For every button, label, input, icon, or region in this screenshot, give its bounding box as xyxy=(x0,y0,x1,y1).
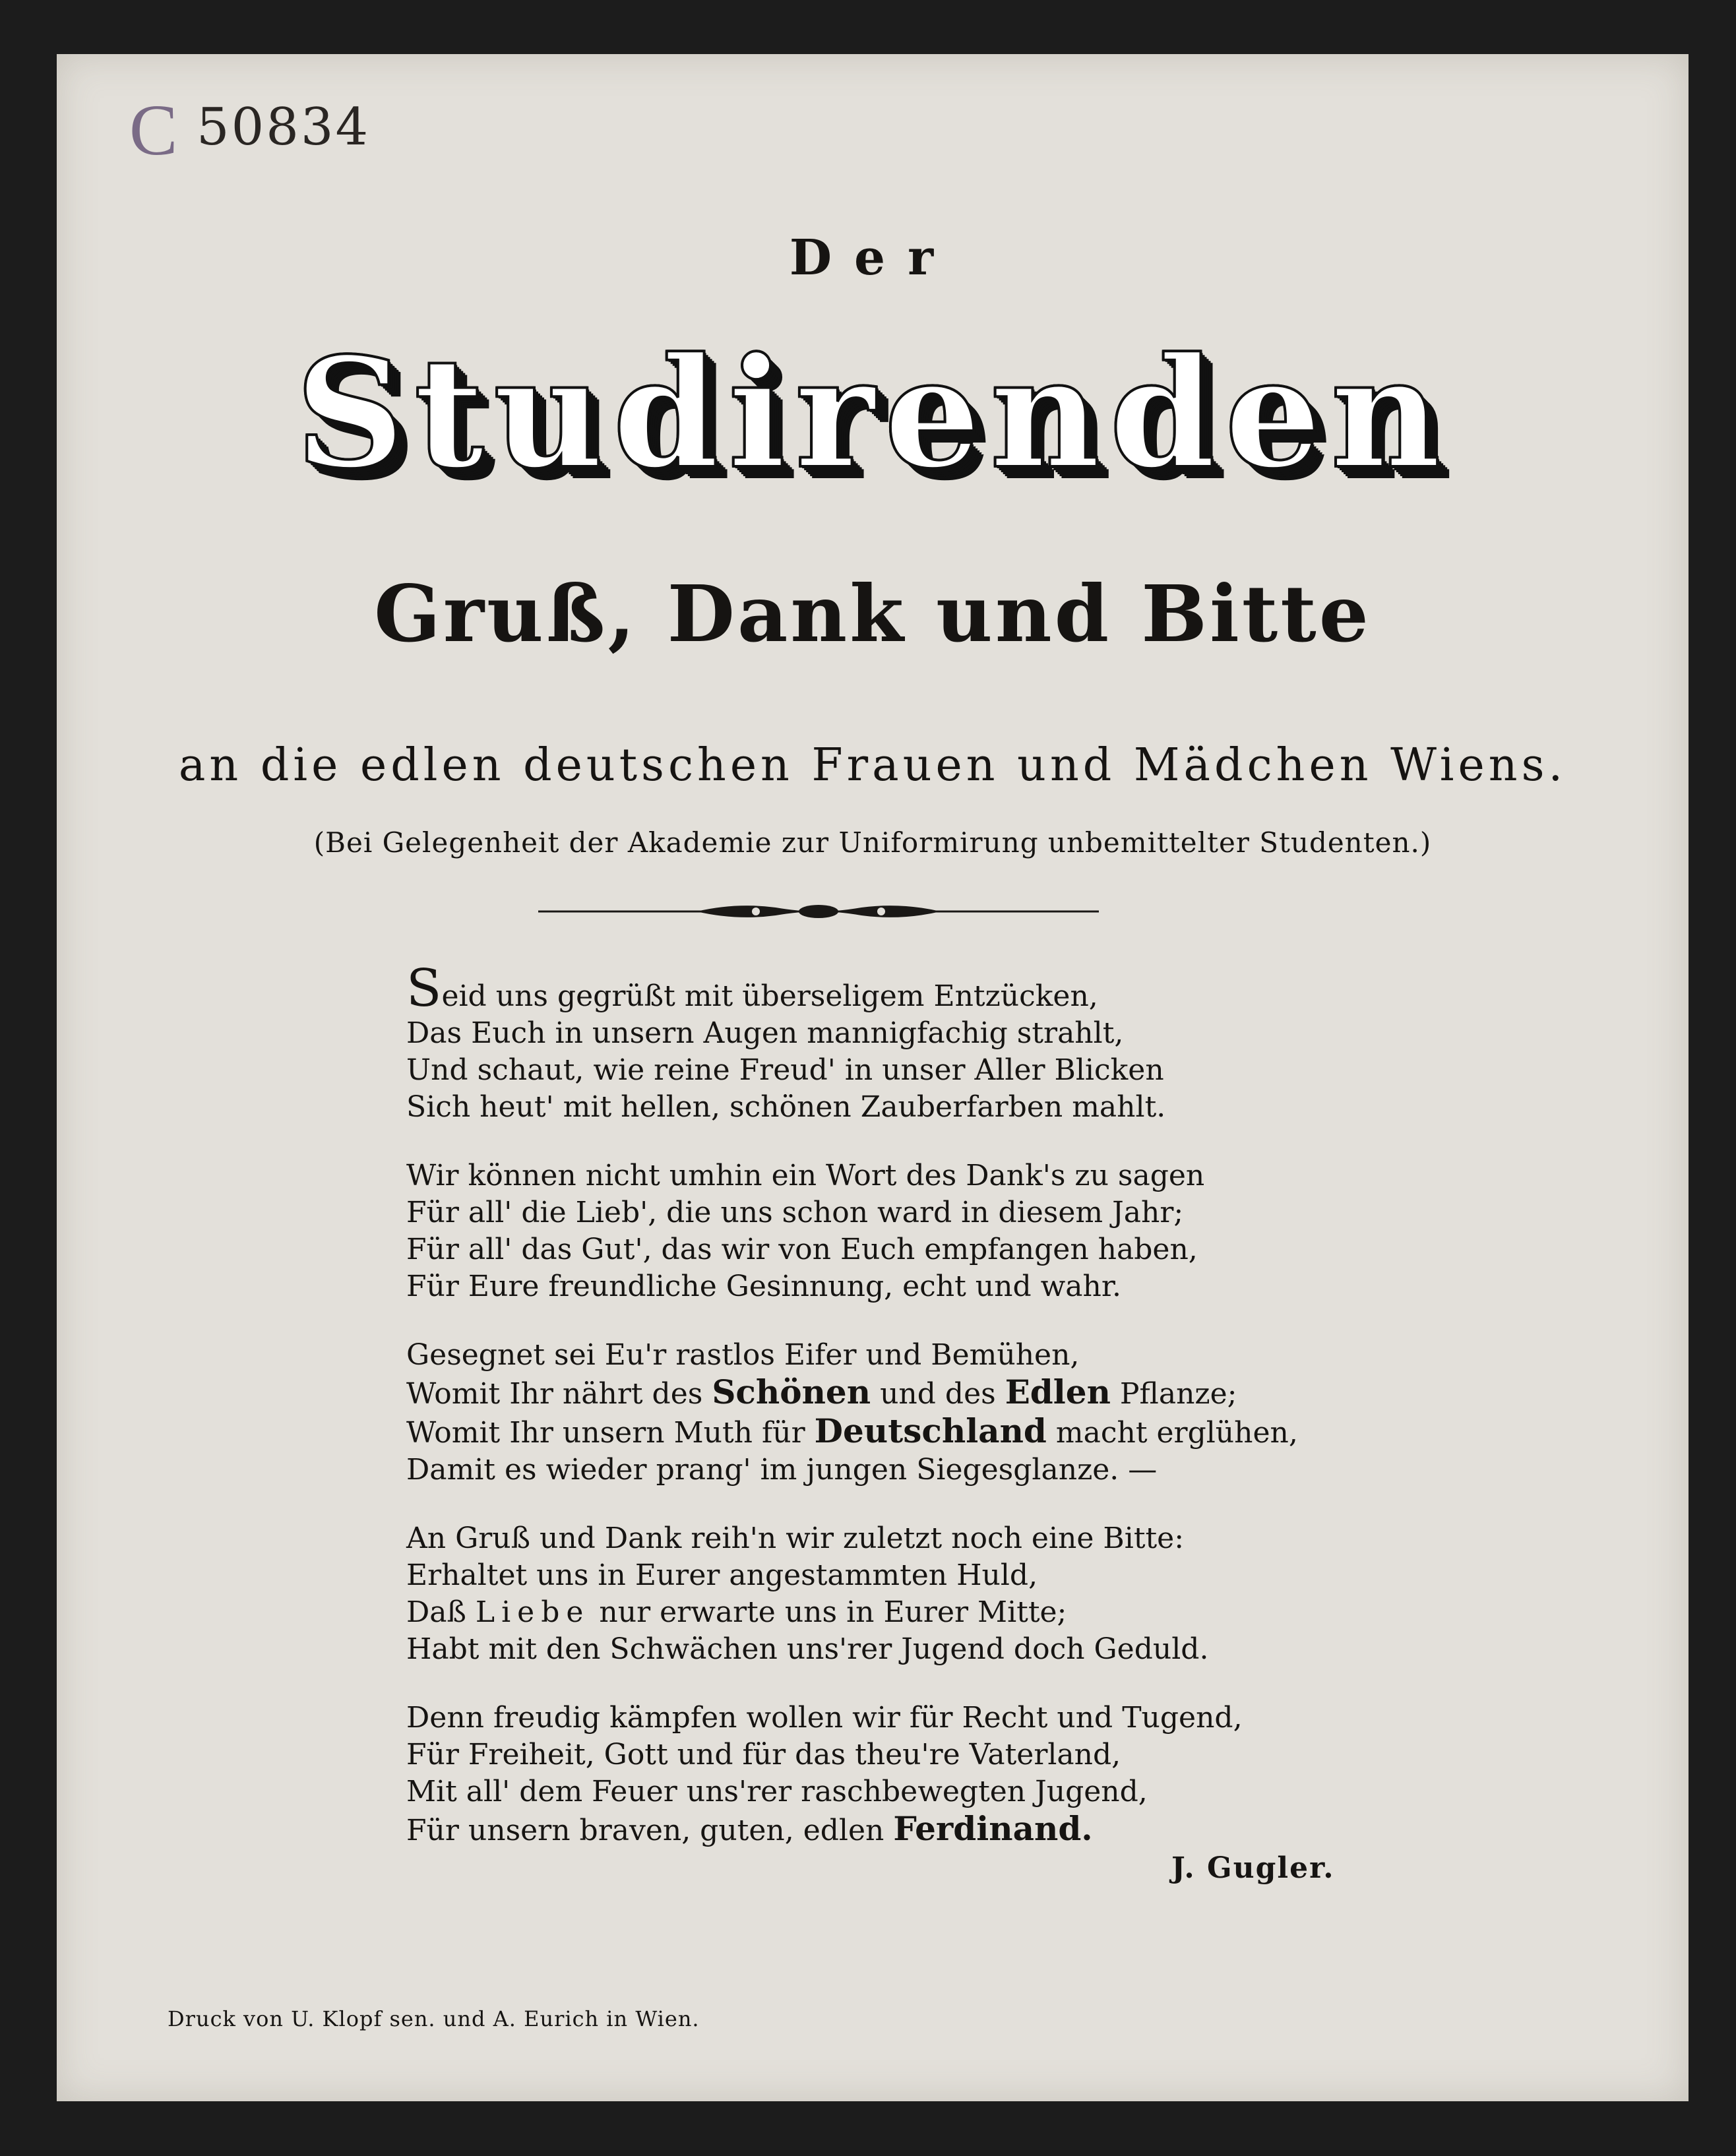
poem-line: Denn freudig kämpfen wollen wir für Recht und Tugend, xyxy=(406,1701,1243,1735)
poem-line: Das Euch in unsern Augen mannigfachig strahlt, xyxy=(406,1016,1124,1050)
printer-imprint: Druck von U. Klopf sen. und A. Eurich in Wien. xyxy=(168,2006,700,2031)
stanza-2 xyxy=(406,1157,1396,1305)
poem-line-text: Pflanze; xyxy=(1110,1377,1237,1411)
dedication-line: an die edlen deutschen Frauen und Mädchen Wiens. xyxy=(178,739,1567,791)
emphasis-ferdinand: Ferdinand. xyxy=(893,1809,1093,1848)
poem-line-text: Womit Ihr unsern Muth für xyxy=(406,1416,815,1450)
poem-line: Für all' das Gut', das wir von Euch empfangen haben, xyxy=(406,1233,1198,1266)
poem-line: Erhaltet uns in Eurer angestammten Huld, xyxy=(406,1558,1038,1592)
emphasis-schoenen: Schönen xyxy=(712,1372,871,1411)
poem-line-text: Womit Ihr nährt des xyxy=(406,1377,712,1411)
poem-line-text: eid uns gegrüßt mit überseligem Entzücken, xyxy=(441,979,1098,1013)
poem-line: Gesegnet sei Eu'r rastlos Eifer und Bemühen, xyxy=(406,1338,1080,1372)
page-subtitle: Gruß, Dank und Bitte xyxy=(374,568,1371,660)
ornamental-divider-icon xyxy=(538,898,1099,925)
poem-line-text: macht erglühen, xyxy=(1046,1416,1298,1450)
poem-line: Für Freiheit, Gott und für das theu're Vaterland, xyxy=(406,1738,1121,1771)
author-signature: J. Gugler. xyxy=(1171,1851,1335,1885)
poem-line-text: und des xyxy=(871,1377,1005,1411)
poem-line xyxy=(406,1594,1396,1631)
archive-stamp-letter: C xyxy=(129,90,178,170)
emphasis-edlen: Edlen xyxy=(1005,1372,1111,1411)
poem-line: Damit es wieder prang' im jungen Siegesglanze. — xyxy=(406,1453,1158,1487)
poem xyxy=(406,959,1396,1881)
poem-line xyxy=(406,1810,1396,1849)
poem-line: Sich heut' mit hellen, schönen Zauberfarben mahlt. xyxy=(406,1090,1166,1124)
poem-line-text: Für unsern braven, guten, edlen xyxy=(406,1814,894,1847)
poem-line: Habt mit den Schwächen uns'rer Jugend doch Geduld. xyxy=(406,1632,1209,1666)
catalog-number: 50834 xyxy=(197,98,371,157)
poem-line-text: Daß xyxy=(406,1595,476,1629)
stanza-1 xyxy=(406,959,1396,1126)
poem-line: An Gruß und Dank reih'n wir zuletzt noch eine Bitte: xyxy=(406,1522,1185,1555)
poem-line: Mit all' dem Feuer uns'rer raschbewegten Jugend, xyxy=(406,1775,1148,1808)
poem-line: Und schaut, wie reine Freud' in unser Aller Blicken xyxy=(406,1053,1164,1087)
drop-cap: S xyxy=(406,959,442,1018)
emphasis-deutschland: Deutschland xyxy=(814,1411,1047,1450)
poem-line: Wir können nicht umhin ein Wort des Dank's zu sagen xyxy=(406,1159,1205,1192)
poem-line-text: nur erwarte uns in Eurer Mitte; xyxy=(590,1595,1067,1629)
stanza-3 xyxy=(406,1337,1396,1489)
title-article: Der xyxy=(789,230,956,286)
poem-line xyxy=(406,1413,1396,1452)
stanza-4 xyxy=(406,1520,1396,1668)
poem-line: Für Eure freundliche Gesinnung, echt und wahr. xyxy=(406,1270,1122,1303)
page-title: Studirenden xyxy=(295,324,1450,503)
poem-line: Für all' die Lieb', die uns schon ward in diesem Jahr; xyxy=(406,1196,1184,1229)
poem-line xyxy=(406,1374,1396,1413)
stanza-5 xyxy=(406,1700,1396,1849)
occasion-note: (Bei Gelegenheit der Akademie zur Uniformirung unbemittelter Studenten.) xyxy=(313,826,1432,859)
broadside-sheet xyxy=(57,54,1689,2101)
poem-line xyxy=(406,959,1396,1018)
emphasis-liebe: Liebe xyxy=(475,1595,590,1629)
